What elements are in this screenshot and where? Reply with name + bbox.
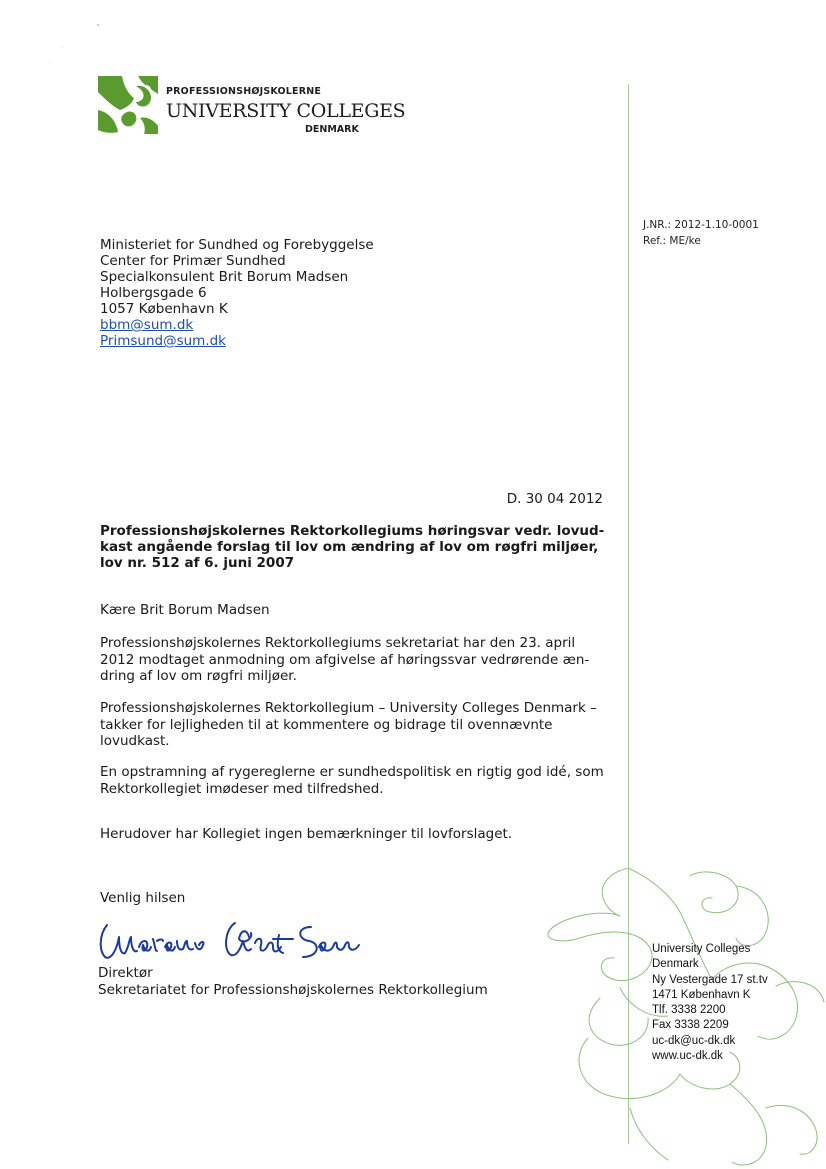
paragraph-line: Rektorkollegiet imødeser med tilfredshed.	[100, 780, 384, 797]
letterhead-line-3: DENMARK	[305, 124, 359, 135]
contact-line: University Colleges	[652, 943, 751, 955]
paragraph-line: 2012 modtaget anmodning om afgivelse af høringssvar vedrørende æn-	[100, 651, 590, 668]
contact-line: Denmark	[652, 958, 699, 971]
paragraph-line: Professionshøjskolernes Rektorkollegiums sekretariat har den 23. april	[100, 635, 576, 651]
paragraph-line: Herudover har Kollegiet ingen bemærkninger til lovforslaget.	[100, 826, 513, 842]
sender-contact-block	[652, 942, 768, 1064]
subject-line: kast angående forslag til lov om ændring af lov om røgfri miljøer,	[100, 539, 599, 555]
contact-fax: Fax 3338 2209	[652, 1019, 729, 1032]
signer-title: Direktør	[98, 965, 153, 981]
subject-line: lov nr. 512 af 6. juni 2007	[100, 555, 295, 571]
recipient-address	[100, 237, 374, 349]
university-colleges-logo-icon	[98, 76, 158, 134]
recipient-line: 1057 København K	[100, 301, 228, 317]
body-paragraph	[100, 700, 610, 750]
paragraph-line: takker for lejligheden til at kommentere og bidrage til ovennævnte	[100, 716, 553, 733]
recipient-line: Center for Primær Sundhed	[100, 253, 286, 269]
salutation: Kære Brit Borum Madsen	[100, 602, 270, 618]
letter-subject	[100, 523, 612, 571]
reference-code: Ref.: ME/ke	[643, 235, 701, 247]
subject-line: Professionshøjskolernes Rektorkollegiums høringsvar vedr. lovud-	[100, 523, 605, 539]
contact-website[interactable]: www.uc-dk.dk	[652, 1050, 723, 1063]
body-paragraph	[100, 826, 610, 843]
letter-date: D. 30 04 2012	[506, 491, 603, 507]
scan-speck	[40, 20, 110, 70]
paragraph-line: dring af lov om røgfri miljøer.	[100, 668, 297, 684]
contact-phone: Tlf. 3338 2200	[652, 1004, 726, 1017]
signer-organization: Sekretariatet for Professionshøjskolernes Rektorkollegium	[98, 982, 488, 998]
handwritten-signature	[97, 917, 367, 965]
paragraph-line: En opstramning af rygereglerne er sundhedspolitisk en rigtig god idé, som	[100, 764, 604, 780]
body-paragraph	[100, 635, 610, 685]
recipient-email-link[interactable]: bbm@sum.dk	[100, 317, 194, 333]
body-paragraph	[100, 764, 610, 797]
contact-city: 1471 København K	[652, 988, 751, 1001]
letterhead-line-2: UNIVERSITY COLLEGES	[166, 100, 406, 122]
paragraph-line: Professionshøjskolernes Rektorkollegium – University Colleges Denmark –	[100, 700, 597, 716]
letterhead-line-1: PROFESSIONSHØJSKOLERNE	[166, 86, 322, 97]
contact-email[interactable]: uc-dk@uc-dk.dk	[652, 1034, 736, 1047]
recipient-line: Specialkonsulent Brit Borum Madsen	[100, 269, 349, 285]
journal-number: J.NR.: 2012-1.10-0001	[643, 219, 759, 231]
recipient-line: Holbergsgade 6	[100, 285, 207, 301]
signer-block	[98, 965, 488, 999]
paragraph-line: lovudkast.	[100, 733, 170, 749]
contact-address: Ny Vestergade 17 st.tv	[652, 973, 768, 986]
closing: Venlig hilsen	[100, 890, 186, 906]
recipient-line: Ministeriet for Sundhed og Forebyggelse	[100, 237, 374, 253]
department-email-link[interactable]: Primsund@sum.dk	[100, 333, 226, 349]
